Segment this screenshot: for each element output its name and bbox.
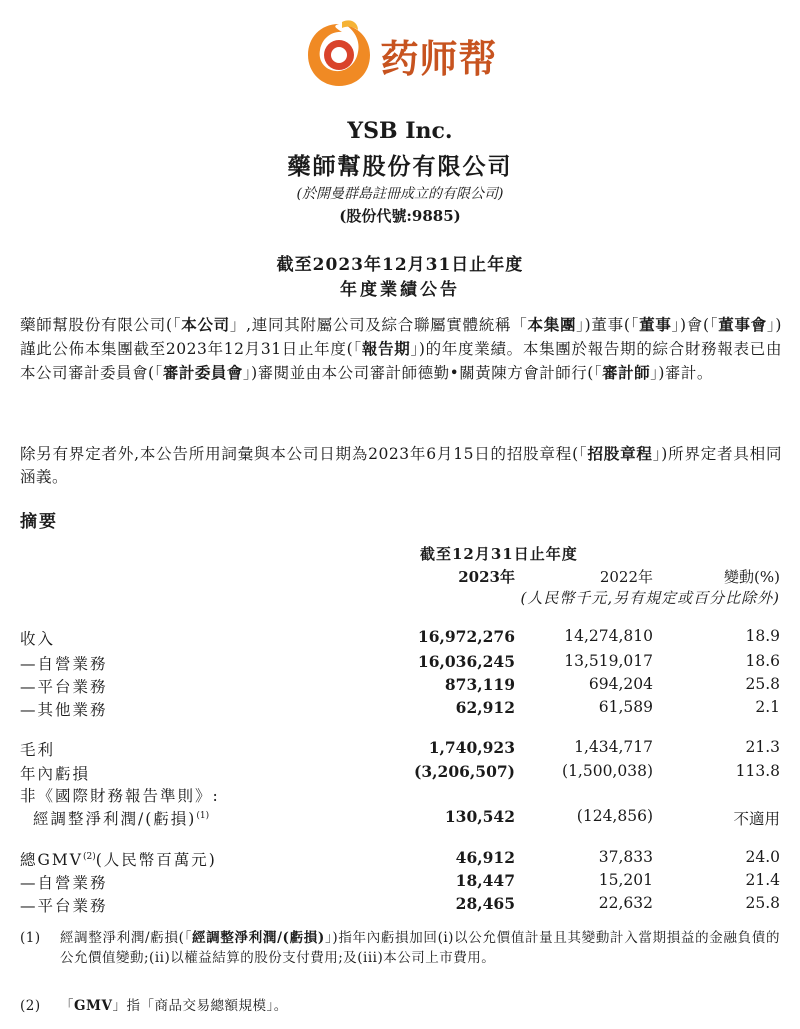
table-row: 經調整淨利潤/(虧損)$^{(1)}$ 130,542 (124,856) 不適用 [33, 807, 780, 828]
period-header: 截至12月31日止年度 [420, 545, 578, 563]
ysb-logo-icon [302, 18, 376, 92]
company-name-zh: 藥師幫股份有限公司 [287, 153, 513, 180]
table-row: —平台業務 873,119 694,204 25.8 [20, 675, 780, 696]
summary-heading: 摘要 [20, 512, 58, 532]
table-row: 非《國際財務報告準則》: [20, 787, 220, 805]
company-logo [0, 14, 800, 96]
table-row: —自營業務 18,447 15,201 21.4 [20, 871, 780, 892]
incorporation-note: (於開曼群島註冊成立的有限公司) [296, 186, 504, 202]
table-row: 收入 16,972,276 14,274,810 18.9 [20, 627, 780, 648]
column-header-2022: 2022年 [599, 568, 653, 586]
company-name-en: YSB Inc. [347, 118, 453, 144]
announcement-title: 年度業績公告 [340, 280, 460, 300]
table-row: —自營業務 16,036,245 13,519,017 18.6 [20, 652, 780, 673]
table-row: 毛利 1,740,923 1,434,717 21.3 [20, 738, 780, 759]
column-header-change: 變動(%) [724, 568, 780, 586]
table-row: 年內虧損 (3,206,507) (1,500,038) 113.8 [20, 762, 780, 783]
definitions-paragraph: 除另有界定者外,本公告所用詞彙與本公司日期為2023年6月15日的招股章程(「招股章程」)所界定者具相同涵義。 [20, 444, 782, 486]
announcement-title-period: 截至2023年12月31日止年度 [276, 255, 524, 275]
table-row: 總GMV$^{(2)}$(人民幣百萬元) 46,912 37,833 24.0 [20, 848, 780, 869]
intro-paragraph: 藥師幫股份有限公司(「本公司」,連同其附屬公司及綜合聯屬實體統稱「本集團」)董事(「董事」)會(「董事會」)謹此公佈本集團截至2023年12月31日止年度(「報告期」)的年度業績。本集團於報告期的綜合財務報表已由本公司審計委員會(「審計委員會」)審閱並由本公司審計師德勤•關黃陳方會計師行(「審計師」)審計。 [20, 315, 782, 382]
unit-note: (人民幣千元,另有規定或百分比除外) [520, 589, 780, 607]
column-header-2023: 2023年 [458, 568, 515, 586]
table-row: —平台業務 28,465 22,632 25.8 [20, 894, 780, 915]
stock-code: (股份代號:9885) [339, 207, 461, 225]
table-row: —其他業務 62,912 61,589 2.1 [20, 698, 780, 719]
logo-wordmark: 药师帮 [380, 36, 498, 81]
